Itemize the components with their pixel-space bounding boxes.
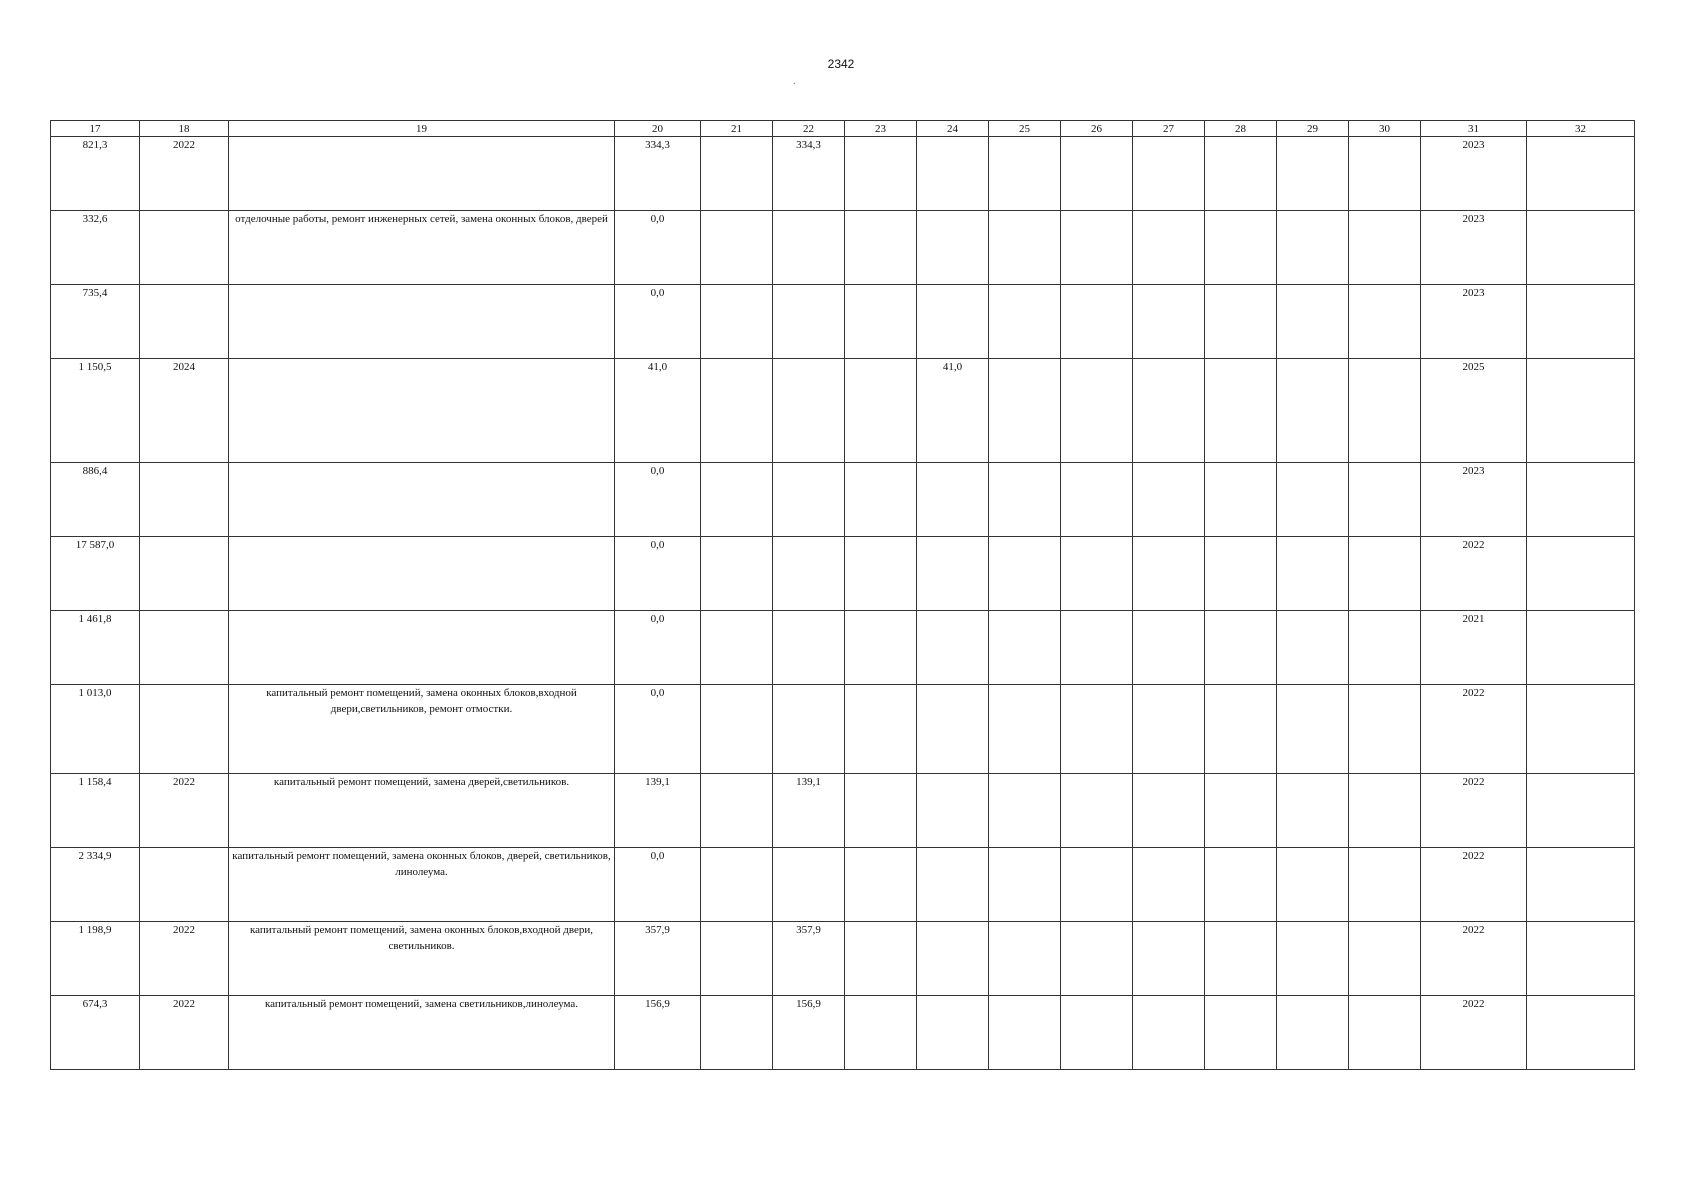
table-cell-col28: [1205, 848, 1277, 922]
table-cell-col19: [229, 537, 615, 611]
table-cell-col21: [701, 211, 773, 285]
table-cell-col18: 2022: [140, 996, 229, 1070]
table-cell-col28: [1205, 537, 1277, 611]
table-cell-col30: [1349, 359, 1421, 463]
table-cell-col23: [845, 463, 917, 537]
table-cell-col18: [140, 285, 229, 359]
table-cell-col29: [1277, 922, 1349, 996]
table-cell-col31: 2023: [1421, 211, 1527, 285]
table-cell-col22: [773, 285, 845, 359]
table-cell-col18: [140, 211, 229, 285]
table-cell-col18: [140, 537, 229, 611]
table-cell-col18: 2022: [140, 922, 229, 996]
table-cell-col24: [917, 211, 989, 285]
table-cell-col21: [701, 685, 773, 774]
table-cell-col21: [701, 611, 773, 685]
table-cell-col17: 1 461,8: [51, 611, 140, 685]
table-cell-col20: 0,0: [615, 463, 701, 537]
table-cell-col29: [1277, 285, 1349, 359]
table-cell-col28: [1205, 996, 1277, 1070]
table-cell-col29: [1277, 137, 1349, 211]
table-cell-col22: [773, 611, 845, 685]
table-cell-col31: 2023: [1421, 285, 1527, 359]
table-cell-col25: [989, 922, 1061, 996]
table-cell-col24: [917, 685, 989, 774]
table-cell-col19: капитальный ремонт помещений, замена оконных блоков,входной двери,светильников, ремонт отмостки.: [229, 685, 615, 774]
table-cell-col24: 41,0: [917, 359, 989, 463]
table-cell-col30: [1349, 463, 1421, 537]
table-cell-col32: [1527, 537, 1635, 611]
table-cell-col32: [1527, 922, 1635, 996]
table-cell-col21: [701, 137, 773, 211]
table-cell-col25: [989, 211, 1061, 285]
table-cell-col32: [1527, 685, 1635, 774]
table-cell-col28: [1205, 285, 1277, 359]
table-cell-col18: 2022: [140, 137, 229, 211]
column-header: 26: [1061, 121, 1133, 137]
table-cell-col29: [1277, 537, 1349, 611]
table-cell-col27: [1133, 685, 1205, 774]
table-cell-col25: [989, 774, 1061, 848]
table-cell-col22: [773, 537, 845, 611]
table-cell-col31: 2023: [1421, 137, 1527, 211]
table-cell-col29: [1277, 463, 1349, 537]
column-header: 22: [773, 121, 845, 137]
column-header: 17: [51, 121, 140, 137]
table-cell-col30: [1349, 137, 1421, 211]
table-cell-col25: [989, 285, 1061, 359]
table-cell-col22: [773, 359, 845, 463]
table-cell-col22: 139,1: [773, 774, 845, 848]
table-cell-col17: 1 158,4: [51, 774, 140, 848]
table-cell-col26: [1061, 685, 1133, 774]
table-cell-col20: 0,0: [615, 211, 701, 285]
table-cell-col19: [229, 611, 615, 685]
table-cell-col23: [845, 922, 917, 996]
table-cell-col27: [1133, 359, 1205, 463]
table-cell-col22: [773, 211, 845, 285]
table-cell-col24: [917, 285, 989, 359]
table-cell-col30: [1349, 611, 1421, 685]
table-cell-col17: 1 150,5: [51, 359, 140, 463]
table-cell-col25: [989, 463, 1061, 537]
table-cell-col23: [845, 611, 917, 685]
header-row: [51, 121, 1635, 137]
column-header: 18: [140, 121, 229, 137]
table-cell-col24: [917, 137, 989, 211]
column-header: 30: [1349, 121, 1421, 137]
table-cell-col18: [140, 685, 229, 774]
table-cell-col31: 2022: [1421, 774, 1527, 848]
table-cell-col27: [1133, 463, 1205, 537]
table-cell-col18: 2024: [140, 359, 229, 463]
table-cell-col20: 334,3: [615, 137, 701, 211]
table-cell-col20: 0,0: [615, 285, 701, 359]
column-header: 21: [701, 121, 773, 137]
table-cell-col19: [229, 463, 615, 537]
data-table: [50, 120, 1635, 1070]
table-cell-col19: капитальный ремонт помещений, замена дверей,светильников.: [229, 774, 615, 848]
table-row: [51, 848, 1635, 922]
table-cell-col26: [1061, 611, 1133, 685]
table-cell-col20: 156,9: [615, 996, 701, 1070]
table-cell-col21: [701, 285, 773, 359]
page-number: 2342: [827, 57, 855, 71]
table-cell-col26: [1061, 285, 1133, 359]
table-row: [51, 463, 1635, 537]
table-cell-col18: 2022: [140, 774, 229, 848]
table-cell-col18: [140, 463, 229, 537]
column-header: 28: [1205, 121, 1277, 137]
table-row: [51, 359, 1635, 463]
table-cell-col32: [1527, 848, 1635, 922]
table-cell-col21: [701, 774, 773, 848]
table-cell-col19: отделочные работы, ремонт инженерных сетей, замена оконных блоков, дверей: [229, 211, 615, 285]
table-cell-col24: [917, 463, 989, 537]
table-cell-col17: 332,6: [51, 211, 140, 285]
table-cell-col17: 17 587,0: [51, 537, 140, 611]
table-cell-col24: [917, 537, 989, 611]
table-cell-col26: [1061, 359, 1133, 463]
table-row: [51, 922, 1635, 996]
table-cell-col19: капитальный ремонт помещений, замена светильников,линолеума.: [229, 996, 615, 1070]
table-cell-col30: [1349, 996, 1421, 1070]
table-cell-col19: [229, 137, 615, 211]
table-cell-col17: 886,4: [51, 463, 140, 537]
table-cell-col22: [773, 848, 845, 922]
table-cell-col22: 357,9: [773, 922, 845, 996]
table-cell-col23: [845, 996, 917, 1070]
table-cell-col31: 2022: [1421, 685, 1527, 774]
table-cell-col28: [1205, 922, 1277, 996]
table-cell-col31: 2022: [1421, 537, 1527, 611]
table-cell-col30: [1349, 685, 1421, 774]
table-cell-col21: [701, 537, 773, 611]
table-cell-col30: [1349, 848, 1421, 922]
table-cell-col25: [989, 359, 1061, 463]
table-cell-col26: [1061, 211, 1133, 285]
column-header: 29: [1277, 121, 1349, 137]
table-cell-col17: 821,3: [51, 137, 140, 211]
table-cell-col31: 2021: [1421, 611, 1527, 685]
table-cell-col29: [1277, 848, 1349, 922]
table-cell-col19: [229, 359, 615, 463]
table-cell-col25: [989, 848, 1061, 922]
table-cell-col26: [1061, 848, 1133, 922]
table-cell-col26: [1061, 537, 1133, 611]
table-cell-col27: [1133, 774, 1205, 848]
table-cell-col28: [1205, 359, 1277, 463]
table-cell-col30: [1349, 285, 1421, 359]
table-cell-col32: [1527, 211, 1635, 285]
table-cell-col25: [989, 137, 1061, 211]
table-cell-col32: [1527, 359, 1635, 463]
table-cell-col20: 0,0: [615, 611, 701, 685]
table-cell-col24: [917, 996, 989, 1070]
table-cell-col31: 2025: [1421, 359, 1527, 463]
table-cell-col17: 2 334,9: [51, 848, 140, 922]
table-cell-col23: [845, 137, 917, 211]
table-cell-col31: 2023: [1421, 463, 1527, 537]
table-cell-col23: [845, 285, 917, 359]
table-cell-col23: [845, 685, 917, 774]
table-cell-col27: [1133, 996, 1205, 1070]
table-cell-col29: [1277, 996, 1349, 1070]
page-dot: .: [793, 76, 796, 87]
table-body: [51, 137, 1635, 1070]
table-cell-col27: [1133, 285, 1205, 359]
table-cell-col17: 1 198,9: [51, 922, 140, 996]
column-header: 32: [1527, 121, 1635, 137]
table-cell-col27: [1133, 611, 1205, 685]
table-cell-col26: [1061, 996, 1133, 1070]
table-cell-col21: [701, 922, 773, 996]
table-cell-col27: [1133, 137, 1205, 211]
table-cell-col30: [1349, 537, 1421, 611]
table-cell-col17: 674,3: [51, 996, 140, 1070]
table-cell-col29: [1277, 359, 1349, 463]
table-cell-col26: [1061, 137, 1133, 211]
table-cell-col21: [701, 848, 773, 922]
table-row: [51, 774, 1635, 848]
table-cell-col25: [989, 537, 1061, 611]
table-cell-col28: [1205, 463, 1277, 537]
table-cell-col28: [1205, 611, 1277, 685]
table-cell-col24: [917, 922, 989, 996]
table-cell-col22: 334,3: [773, 137, 845, 211]
table-cell-col26: [1061, 922, 1133, 996]
column-header: 23: [845, 121, 917, 137]
table-cell-col32: [1527, 996, 1635, 1070]
table-cell-col17: 735,4: [51, 285, 140, 359]
table-cell-col21: [701, 359, 773, 463]
table-cell-col29: [1277, 611, 1349, 685]
table-cell-col20: 357,9: [615, 922, 701, 996]
column-header: 25: [989, 121, 1061, 137]
table-cell-col21: [701, 463, 773, 537]
table-cell-col25: [989, 685, 1061, 774]
table-cell-col20: 0,0: [615, 848, 701, 922]
column-header: 31: [1421, 121, 1527, 137]
table-cell-col23: [845, 359, 917, 463]
table-cell-col18: [140, 611, 229, 685]
table-cell-col26: [1061, 463, 1133, 537]
table-cell-col28: [1205, 685, 1277, 774]
table-cell-col32: [1527, 137, 1635, 211]
table-row: [51, 537, 1635, 611]
table-cell-col24: [917, 848, 989, 922]
table-cell-col23: [845, 848, 917, 922]
table-cell-col28: [1205, 211, 1277, 285]
table-cell-col22: [773, 685, 845, 774]
table-cell-col17: 1 013,0: [51, 685, 140, 774]
table-cell-col19: капитальный ремонт помещений, замена оконных блоков,входной двери, светильников.: [229, 922, 615, 996]
table-cell-col32: [1527, 774, 1635, 848]
table-cell-col31: 2022: [1421, 848, 1527, 922]
table-cell-col31: 2022: [1421, 996, 1527, 1070]
table-cell-col30: [1349, 774, 1421, 848]
table-cell-col20: 0,0: [615, 537, 701, 611]
table-cell-col29: [1277, 774, 1349, 848]
table-cell-col26: [1061, 774, 1133, 848]
table-cell-col30: [1349, 922, 1421, 996]
table-cell-col25: [989, 611, 1061, 685]
table-row: [51, 285, 1635, 359]
table-cell-col31: 2022: [1421, 922, 1527, 996]
table-cell-col28: [1205, 137, 1277, 211]
table-cell-col24: [917, 774, 989, 848]
table-cell-col32: [1527, 611, 1635, 685]
table-cell-col23: [845, 537, 917, 611]
table-cell-col24: [917, 611, 989, 685]
table-cell-col22: [773, 463, 845, 537]
table-cell-col23: [845, 211, 917, 285]
table-row: [51, 137, 1635, 211]
table-row: [51, 211, 1635, 285]
column-header: 19: [229, 121, 615, 137]
table-cell-col20: 0,0: [615, 685, 701, 774]
table-cell-col30: [1349, 211, 1421, 285]
table-cell-col19: капитальный ремонт помещений, замена оконных блоков, дверей, светильников, линолеума.: [229, 848, 615, 922]
table-row: [51, 685, 1635, 774]
table-cell-col27: [1133, 922, 1205, 996]
table-cell-col25: [989, 996, 1061, 1070]
table-cell-col27: [1133, 537, 1205, 611]
table-cell-col27: [1133, 211, 1205, 285]
table-cell-col32: [1527, 285, 1635, 359]
column-header: 20: [615, 121, 701, 137]
table-cell-col23: [845, 774, 917, 848]
table-cell-col28: [1205, 774, 1277, 848]
table-cell-col18: [140, 848, 229, 922]
table-row: [51, 996, 1635, 1070]
table-cell-col22: 156,9: [773, 996, 845, 1070]
column-header: 24: [917, 121, 989, 137]
table-cell-col20: 41,0: [615, 359, 701, 463]
table-cell-col29: [1277, 685, 1349, 774]
table-cell-col27: [1133, 848, 1205, 922]
column-header: 27: [1133, 121, 1205, 137]
table-cell-col21: [701, 996, 773, 1070]
table-cell-col19: [229, 285, 615, 359]
table-cell-col20: 139,1: [615, 774, 701, 848]
table-row: [51, 611, 1635, 685]
table-cell-col32: [1527, 463, 1635, 537]
table-cell-col29: [1277, 211, 1349, 285]
